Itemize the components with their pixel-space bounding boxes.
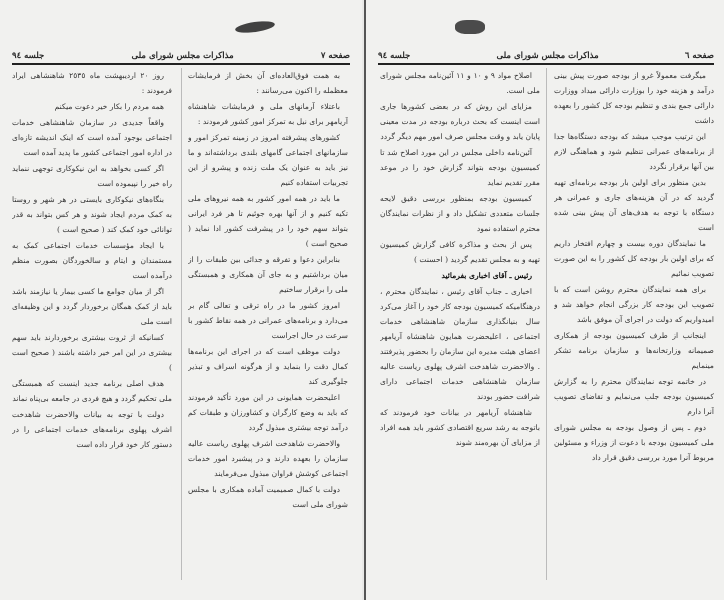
text-column-right [188, 68, 348, 590]
page-header [12, 47, 350, 65]
paragraphs [380, 68, 540, 267]
paragraph: ما نمایندگان دوره بیست و چهارم افتخار داریم که برای اولین بار بودجه کل کشور را به این صورت تصویب نمائیم [554, 239, 714, 278]
paragraph: بنگاه‌های نیکوکاری بایستی در هر شهر و روستا به کمک مردم ایجاد شوند و هر کس بتواند به قدر توانائی خود کمک کند ( صحیح است ) [12, 195, 172, 234]
paragraph: پس از بحث و مذاکره کافی گزارش کمیسیون تهیه و به مجلس تقدیم گردید ( احسنت ) [380, 240, 540, 264]
page-number: صفحه ٧ [320, 51, 350, 61]
column-divider [181, 68, 182, 580]
paragraph: در خاتمه توجه نمایندگان محترم را به گزارش کمیسیون بودجه جلب می‌نمایم و تقاضای تصویب آنرا دارم [554, 377, 714, 416]
ink-blot [455, 20, 485, 34]
text-column-left [12, 68, 172, 590]
paragraph: همه مردم را بکار خیر دعوت میکنم [54, 102, 164, 111]
paragraph: با ایجاد مؤسسات خدمات اجتماعی کمک به مستمندان و ایتام و سالخوردگان بصورت منظم درآمده است [12, 241, 172, 280]
paragraph: این ترتیب موجب میشد که بودجه دستگاه‌ها جدا از برنامه‌های عمرانی تنظیم شود و هماهنگی لازم بین آنها برقرار نگردد [554, 132, 714, 171]
paragraph: شاهنشاه آریامهر در بیانات خود فرمودند که باتوجه به رشد سریع اقتصادی کشور باید همه افراد از مزایای آن بهره‌مند شوند [380, 408, 540, 447]
paragraph: آئین‌نامه داخلی مجلس در این مورد اصلاح شد تا کمیسیون بودجه بتواند گزارش خود را در موعد مقرر تقدیم نماید [380, 148, 540, 187]
page-number: صفحه ٦ [684, 51, 714, 61]
paragraph: کسانیکه از ثروت بیشتری برخوردارند باید سهم بیشتری در این امر خیر داشته باشند ( صحیح است ) [12, 333, 172, 372]
paragraph: روز ٢٠ اردیبهشت ماه ٢٥٣٥ شاهنشاهی ایراد فرمودند : [12, 71, 172, 95]
journal-title: مذاکرات مجلس شورای ملی [496, 51, 599, 61]
paragraph: اعلیحضرت همایونی در این مورد تأکید فرمودند که باید به وضع کارگران و کشاورزان و طبقات کم درآمد توجه بیشتری مبذول گردد [188, 393, 348, 432]
paragraph: مزایای این روش که در بعضی کشورها جاری است اینست که بحث درباره بودجه در مدت معینی پایان یابد و وقت مجلس صرف امور مهم دیگر گردد [380, 102, 540, 141]
paragraph: بدین منظور برای اولین بار بودجه برنامه‌ای تهیه گردید که در آن هزینه‌های جاری و عمرانی هر دستگاه با توجه به هدف‌های آن پیش بینی شده است [554, 178, 714, 232]
paragraph: اینجانب از طرف کمیسیون بودجه از همکاری صمیمانه وزارتخانه‌ها و سازمان برنامه تشکر مینمایم [554, 331, 714, 370]
session-number: جلسه ٩٤ [12, 51, 45, 61]
paragraph: برای همه نمایندگان محترم روشن است که با تصویب این بودجه کار بزرگی انجام خواهد شد و امیدواریم که دولت در اجرای آن موفق باشد [554, 285, 714, 324]
paragraph: اصلاح مواد ٩ و ١٠ و ١١ آئین‌نامه مجلس شورای ملی است. [380, 71, 540, 95]
text-column-left [380, 68, 540, 590]
paragraph: واقعاً جدیدی در سازمان شاهنشاهی خدمات اجتماعی بوجود آمده است که اینک اندیشه تازه‌ای در اداره امور اجتماعی کشور ما پدید آمده است [12, 118, 172, 157]
paragraph: دوم ـ پس از وصول بودجه به مجلس شورای ملی کمیسیون بودجه با دعوت از وزراء و مسئولین مربوط آنرا مورد بررسی دقیق قرار داد [554, 423, 714, 462]
paragraph: میگرفت معمولاً غرو از بودجه صورت پیش بینی درآمد و هزینه خود را بوزارت دارائی میداد ووزارت دارائی جمع بندی و تنظیم بودجه کل کشور را بعهده داشت [554, 71, 714, 125]
journal-title: مذاکرات مجلس شورای ملی [131, 51, 234, 61]
paragraph: امروز کشور ما در راه ترقی و تعالی گام بر می‌دارد و برنامه‌های عمرانی در همه نقاط کشور با سرعت در حال اجراست [188, 301, 348, 340]
speech [380, 284, 540, 450]
paragraph: بنابراین دعوا و تفرقه و جدائی بین طبقات را از میان برداشتیم و به جای آن همکاری و همبستگی ملی را برقرار ساختیم [188, 255, 348, 294]
page-header [378, 47, 714, 65]
paragraph: باعتلاء آرمانهای ملی و فرمایشات شاهنشاه آریامهر برای نیل به تمرکز امور کشور فرمودند : [188, 102, 348, 126]
speaker-line: رئیس ـ آقای اخباری بفرمائید [441, 271, 532, 280]
paragraph: کمیسیون بودجه بمنظور بررسی دقیق لایحه جلسات متعددی تشکیل داد و از نظرات نمایندگان محترم استفاده نمود [380, 194, 540, 233]
paragraph: اگر از میان جوامع ما کسی بیمار یا نیازمند باشد باید از کمک همگان برخوردار گردد و این وظیفه‌ای است ملی [12, 287, 172, 326]
paragraph: دولت با کمال صمیمیت آماده همکاری با مجلس شورای ملی است [188, 485, 348, 509]
ink-blot [234, 19, 275, 34]
paragraph: والاحضرت شاهدخت اشرف پهلوی ریاست عالیه سازمان را بعهده دارند و در پیشبرد امور خدمات اجتماعی کوشش فراوان مبذول می‌فرمایند [188, 439, 348, 478]
text-column-right [554, 68, 714, 590]
paragraph: اخباری ـ جناب آقای رئیس ، نمایندگان محترم ، درهنگامیکه کمیسیون بودجه کار خود را آغاز می‌کرد سال بنیانگذاری سازمان شاهنشاهی خدمات اجتماعی ، اعلیحضرت همایون شاهنشاه آریامهر اعضای هیئت مدیره این سازمان را بحضور پذیرفتند . والاحضرت شاهدخت اشرف پهلوی ریاست عالیه سازمان شاهنشاهی خدمات اجتماعی دارای شرافت حضور بودند [380, 287, 540, 401]
right-page [364, 0, 724, 600]
paragraph: هدف اصلی برنامه جدید اینست که همبستگی ملی تحکیم گردد و هیچ فردی در جامعه بی‌پناه نماند [12, 379, 172, 403]
column-divider [546, 68, 547, 580]
paragraph: ما باید در همه امور کشور به همه نیروهای ملی تکیه کنیم و از آنها بهره جوئیم تا هر فرد ایرانی بتواند سهم خود را در پیشرفت کشور ادا نماید ( صحیح است ) [188, 194, 348, 248]
session-number: جلسه ٩٤ [378, 51, 411, 61]
paragraph: اگر کسی بخواهد به این نیکوکاری توجهی ننماید راه خیر را نپیموده است [12, 164, 172, 188]
paragraph: دولت با توجه به بیانات والاحضرت شاهدخت اشرف پهلوی برنامه‌های خدمات اجتماعی را در دستور کار خود قرار داده است [12, 410, 172, 449]
paragraph: دولت موظف است که در اجرای این برنامه‌ها کمال دقت را بنماید و از هرگونه اسراف و تبذیر جلوگیری کند [188, 347, 348, 386]
paragraph: کشورهای پیشرفته امروز در زمینه تمرکز امور و سازمانهای اجتماعی گامهای بلندی برداشته‌اند و ما نیز باید به عنوان یک ملت زنده و پیشرو از این تجربیات استفاده کنیم [188, 133, 348, 187]
paragraph: به همت فوق‌العاده‌ای آن بخش از فرمایشات معظمله را اکنون می‌رسانند : [188, 71, 348, 95]
